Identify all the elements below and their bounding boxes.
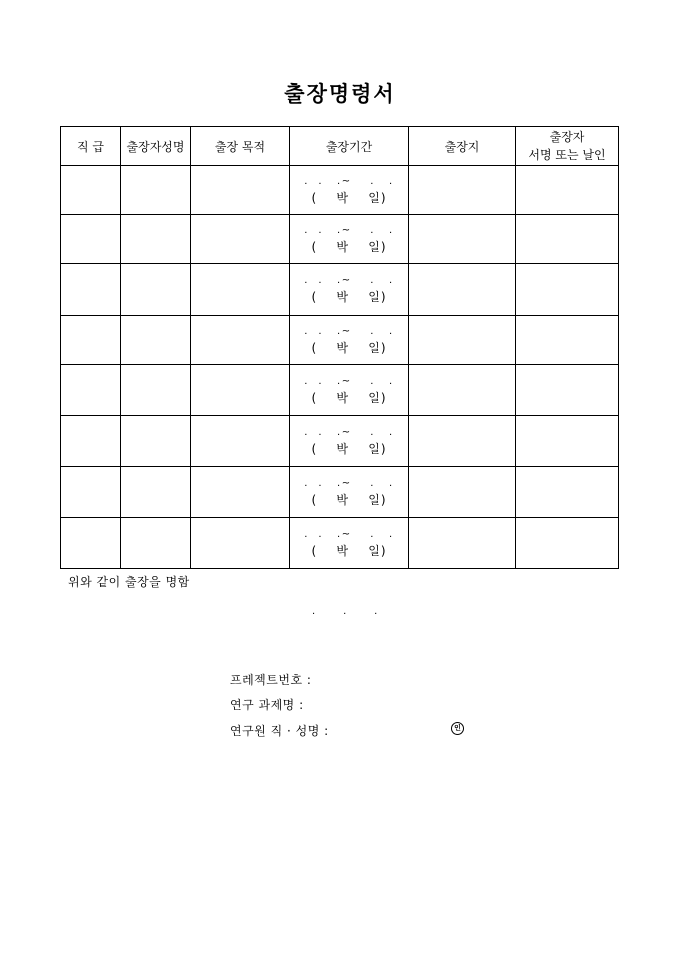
purpose-cell (191, 467, 290, 518)
traveler-name-cell (121, 467, 191, 518)
period-cell (290, 365, 409, 416)
period-cell (290, 416, 409, 467)
table-row (61, 264, 619, 316)
purpose-cell (191, 215, 290, 264)
purpose-cell (191, 316, 290, 365)
rank-cell (61, 166, 121, 215)
period-duration: ( 박 일) (311, 441, 387, 456)
destination-cell (409, 166, 516, 215)
traveler-name-cell (121, 365, 191, 416)
purpose-cell (191, 166, 290, 215)
destination-cell (409, 215, 516, 264)
period-dates: . . .~ . . (304, 325, 394, 337)
header-row (61, 127, 619, 166)
table-body (61, 166, 619, 569)
signature-cell (516, 467, 619, 518)
table-row (61, 518, 619, 569)
signature-cell (516, 416, 619, 467)
period-dates: . . .~ . . (304, 477, 394, 489)
table-row (61, 215, 619, 264)
destination-cell (409, 365, 516, 416)
period-duration: ( 박 일) (311, 390, 387, 405)
period-duration: ( 박 일) (311, 290, 387, 304)
rank-cell (61, 264, 121, 316)
table-row (61, 467, 619, 518)
trip-order-table (60, 126, 619, 569)
period-duration: ( 박 일) (311, 340, 387, 355)
table-row (61, 365, 619, 416)
header-period: 출장기간 (290, 127, 409, 166)
traveler-name-cell (121, 518, 191, 569)
header-signature-line2: 서명 또는 날인 (528, 148, 606, 162)
seal-icon: 인 (451, 722, 464, 735)
period-cell (290, 518, 409, 569)
header-rank: 직 급 (61, 127, 121, 166)
period-dates: . . .~ . . (304, 175, 394, 187)
project-number-label: 프레젝트번호 : (230, 673, 312, 687)
header-destination: 출장지 (409, 127, 516, 166)
order-date: . . . (312, 606, 380, 617)
traveler-name-cell (121, 316, 191, 365)
table-row (61, 166, 619, 215)
traveler-name-cell (121, 416, 191, 467)
period-cell (290, 264, 409, 316)
period-dates: . . .~ . . (304, 528, 394, 540)
header-purpose: 출장 목적 (191, 127, 290, 166)
rank-cell (61, 215, 121, 264)
header-signature (516, 127, 619, 166)
rank-cell (61, 365, 121, 416)
signature-cell (516, 264, 619, 316)
destination-cell (409, 467, 516, 518)
period-dates: . . .~ . . (304, 426, 394, 438)
period-duration: ( 박 일) (311, 543, 387, 558)
period-dates: . . .~ . . (304, 275, 394, 286)
rank-cell (61, 316, 121, 365)
purpose-cell (191, 264, 290, 316)
period-cell (290, 316, 409, 365)
destination-cell (409, 264, 516, 316)
researcher-label: 연구원 직 · 성명 : (230, 724, 329, 738)
purpose-cell (191, 518, 290, 569)
document-title: 출장명령서 (284, 81, 396, 106)
destination-cell (409, 518, 516, 569)
header-traveler-name: 출장자성명 (121, 127, 191, 166)
table-row (61, 316, 619, 365)
signature-cell (516, 166, 619, 215)
purpose-cell (191, 365, 290, 416)
period-duration: ( 박 일) (311, 239, 387, 254)
traveler-name-cell (121, 215, 191, 264)
destination-cell (409, 416, 516, 467)
signature-cell (516, 365, 619, 416)
header-signature-line1: 출장자 (549, 130, 585, 144)
table-row (61, 416, 619, 467)
period-cell (290, 467, 409, 518)
signature-cell (516, 316, 619, 365)
purpose-cell (191, 416, 290, 467)
period-dates: . . .~ . . (304, 224, 394, 236)
rank-cell (61, 518, 121, 569)
traveler-name-cell (121, 264, 191, 316)
research-title-label: 연구 과제명 : (230, 698, 304, 712)
destination-cell (409, 316, 516, 365)
signature-cell (516, 215, 619, 264)
signature-cell (516, 518, 619, 569)
rank-cell (61, 467, 121, 518)
period-duration: ( 박 일) (311, 492, 387, 507)
period-duration: ( 박 일) (311, 190, 387, 205)
period-cell (290, 166, 409, 215)
period-dates: . . .~ . . (304, 375, 394, 387)
rank-cell (61, 416, 121, 467)
order-statement: 위와 같이 출장을 명함 (68, 575, 190, 589)
period-cell (290, 215, 409, 264)
traveler-name-cell (121, 166, 191, 215)
